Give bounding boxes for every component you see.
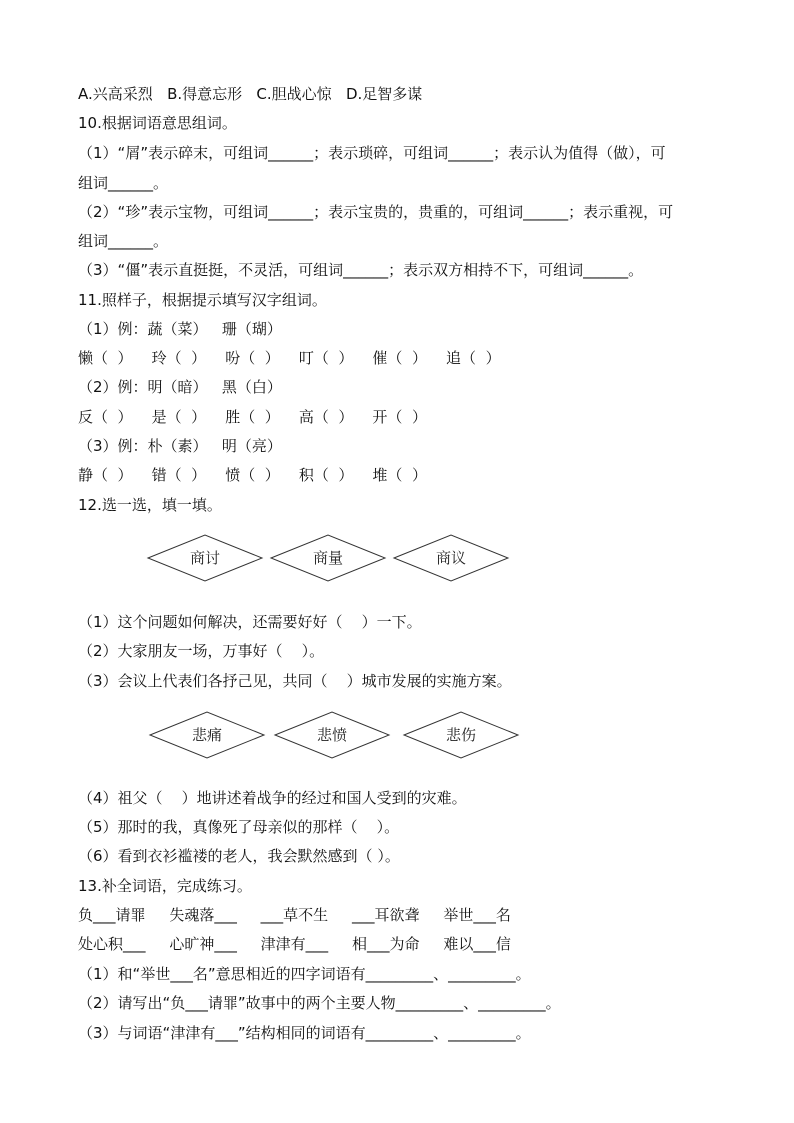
q10-item2-line2: 组词______。 (78, 232, 169, 250)
diamond-word-4: 悲痛 (191, 726, 223, 744)
diamond-word-6: 悲伤 (445, 726, 477, 744)
diamond-6 (404, 712, 518, 758)
q10-item1-line1: （1）“屑”表示碎末，可组词______；表示琐碎，可组词______；表示认为值得（做），可 (78, 144, 666, 162)
q10-item2-line1: （2）“珍”表示宝物，可组词______；表示宝贵的，贵重的，可组词______；表示重视，可 (78, 203, 674, 221)
q11-example3: （3）例：朴（素） 明（亮） (78, 437, 282, 455)
q10-title: 10.根据词语意思组词。 (78, 114, 237, 132)
diamond-1 (148, 535, 262, 581)
q12-item6: （6）看到衣衫褴褛的老人，我会默然感到（ ）。 (78, 847, 400, 865)
q10-item3: （3）“僵”表示直挺挺，不灵活，可组词______；表示双方相持不下，可组词______。 (78, 261, 644, 279)
q12-item3: （3）会议上代表们各抒己见，共同（ ）城市发展的实施方案。 (78, 672, 512, 690)
q12-title: 12.选一选，填一填。 (78, 496, 222, 514)
diamond-2 (271, 535, 385, 581)
q11-row2: 反（ ） 是（ ） 胜（ ） 高（ ） 开（ ） (78, 408, 427, 426)
q13-item1: （1）和“举世___名”意思相近的四字词语有_________、_________。 (78, 965, 531, 983)
q11-row3: 静（ ） 错（ ） 愤（ ） 积（ ） 堆（ ） (78, 466, 427, 484)
q12-item4: （4）祖父（ ）地讲述着战争的经过和国人受到的灾难。 (78, 789, 467, 807)
q11-example2: （2）例：明（暗） 黑（白） (78, 378, 282, 396)
diamond-word-2: 商量 (312, 549, 344, 567)
q13-words-row1: 负___请罪 失魂落___ ___草不生 ___耳欲聋 举世___名 (78, 906, 511, 924)
q10-item1-line2: 组词______。 (78, 174, 169, 192)
diamond-4 (150, 712, 264, 758)
q13-title: 13.补全词语，完成练习。 (78, 877, 252, 895)
q9-options: A.兴高采烈 B.得意忘形 C.胆战心惊 D.足智多谋 (78, 85, 423, 103)
q13-words-row2: 处心积___ 心旷神___ 津津有___ 相___为命 难以___信 (78, 935, 511, 953)
diamond-word-1: 商讨 (189, 549, 221, 567)
q13-item3: （3）与词语“津津有___”结构相同的词语有_________、_________。 (78, 1024, 531, 1042)
q13-item2: （2）请写出“负___请罪”故事中的两个主要人物_________、_________。 (78, 994, 561, 1012)
q12-item2: （2）大家朋友一场，万事好（ ）。 (78, 642, 325, 660)
diamond-5 (275, 712, 389, 758)
diamond-word-3: 商议 (435, 549, 467, 567)
diamond-word-5: 悲愤 (316, 726, 348, 744)
q12-item1: （1）这个问题如何解决，还需要好好（ ）一下。 (78, 613, 422, 631)
q11-row1: 懒（ ） 玲（ ） 吩（ ） 叮（ ） 催（ ） 追（ ） (78, 349, 501, 367)
q11-example1: （1）例：蔬（菜） 珊（瑚） (78, 320, 282, 338)
diamond-3 (394, 535, 508, 581)
q11-title: 11.照样子，根据提示填写汉字组词。 (78, 291, 327, 309)
q12-item5: （5）那时的我，真像死了母亲似的那样（ ）。 (78, 818, 400, 836)
